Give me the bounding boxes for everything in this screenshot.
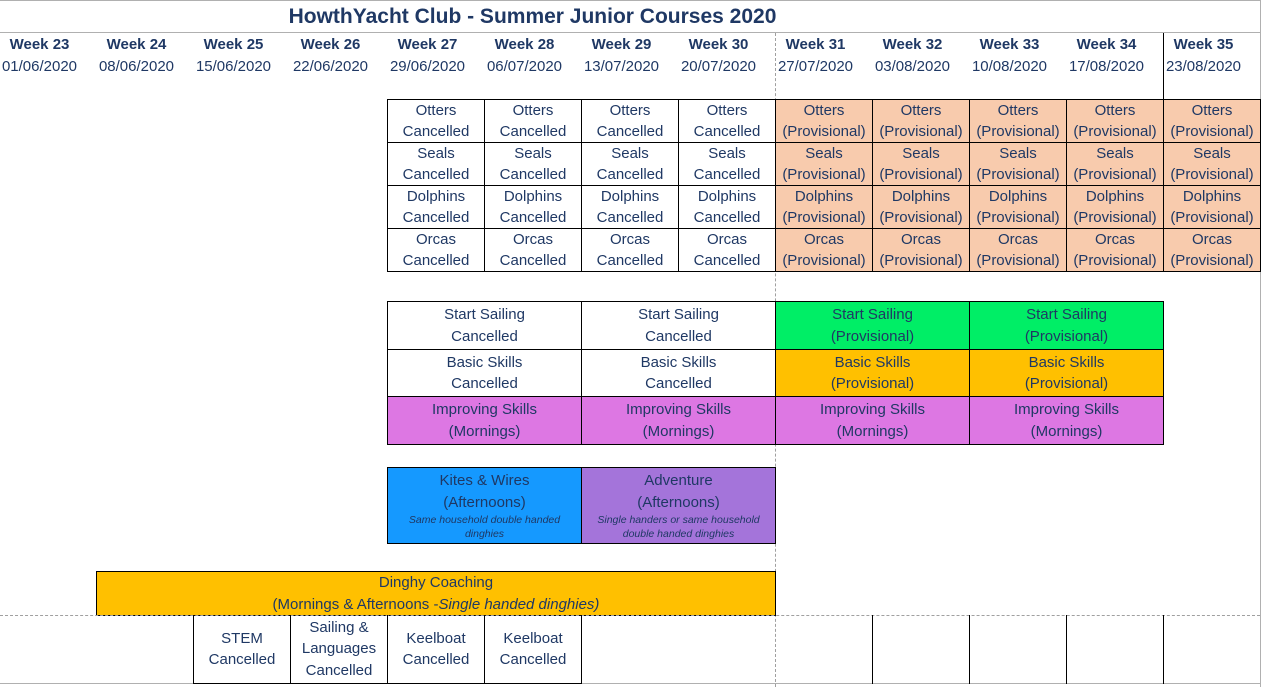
group-name: Orcas xyxy=(900,230,941,248)
course-name: Keelboat xyxy=(406,629,466,647)
group-name: Seals xyxy=(417,144,455,162)
group-name: Dolphins xyxy=(1085,187,1145,205)
week-number: Week 33 xyxy=(979,36,1040,53)
group-name: Otters xyxy=(415,101,457,119)
group-name: Seals xyxy=(1193,144,1231,162)
group-status: (Provisional) xyxy=(1073,209,1157,226)
junior-course-cell[interactable] xyxy=(678,228,776,272)
course-status: Cancelled xyxy=(451,375,518,392)
group-status: (Provisional) xyxy=(782,166,866,183)
basic-skills-provisional-1[interactable] xyxy=(775,349,970,397)
course-name: Improving Skills xyxy=(819,401,926,418)
junior-course-cell[interactable] xyxy=(775,228,873,272)
junior-course-cell[interactable] xyxy=(775,99,873,143)
group-name: Dolphins xyxy=(600,187,660,205)
course-name-line1: Sailing & xyxy=(309,618,369,636)
week-header xyxy=(670,34,767,78)
start-sailing-provisional-1[interactable] xyxy=(775,301,970,350)
week-header xyxy=(476,34,573,78)
course-detail-italic: Single handed dinghies) xyxy=(438,595,600,613)
group-status: (Provisional) xyxy=(1170,252,1254,269)
group-name: Orcas xyxy=(706,230,747,248)
week-header xyxy=(864,34,961,78)
title-underline xyxy=(0,32,1260,33)
group-name: Dolphins xyxy=(1182,187,1242,205)
junior-course-cell[interactable] xyxy=(484,99,582,143)
group-status: (Provisional) xyxy=(976,209,1060,226)
junior-course-cell[interactable] xyxy=(678,142,776,186)
course-time: (Mornings) xyxy=(448,422,521,440)
course-name: STEM xyxy=(221,629,263,647)
course-status: Cancelled xyxy=(499,651,567,668)
group-name: Otters xyxy=(512,101,554,119)
basic-skills-cancelled-2[interactable] xyxy=(581,349,776,397)
course-name: Adventure xyxy=(644,472,713,489)
group-status: (Provisional) xyxy=(879,123,963,140)
improving-skills-1[interactable] xyxy=(387,396,582,445)
week-number: Week 25 xyxy=(203,36,264,53)
week-date: 22/06/2020 xyxy=(292,58,369,75)
course-status: Cancelled xyxy=(402,651,470,668)
week-header xyxy=(185,34,282,78)
group-name: Orcas xyxy=(512,230,553,248)
course-time: (Mornings) xyxy=(1030,422,1103,440)
course-name: Improving Skills xyxy=(431,401,538,418)
week-date: 03/08/2020 xyxy=(874,58,951,75)
junior-course-cell[interactable] xyxy=(484,228,582,272)
group-status: Cancelled xyxy=(693,166,761,183)
bottom-section-divider xyxy=(0,615,1260,616)
group-name: Orcas xyxy=(997,230,1038,248)
group-status: Cancelled xyxy=(693,252,761,269)
week-date: 27/07/2020 xyxy=(777,58,854,75)
group-name: Otters xyxy=(900,101,942,119)
improving-skills-4[interactable] xyxy=(969,396,1164,445)
course-status: Cancelled xyxy=(305,661,373,679)
junior-course-cell[interactable] xyxy=(969,142,1067,186)
course-name: Basic Skills xyxy=(446,353,523,371)
group-status: Cancelled xyxy=(402,252,470,269)
week-date: 29/06/2020 xyxy=(389,58,466,75)
course-name: Basic Skills xyxy=(834,353,911,371)
course-time: (Afternoons) xyxy=(443,493,526,511)
group-status: Cancelled xyxy=(402,209,470,226)
week-number: Week 30 xyxy=(688,36,749,53)
course-name: Kites & Wires xyxy=(439,472,530,489)
group-status: Cancelled xyxy=(499,166,567,183)
junior-course-cell[interactable] xyxy=(484,185,582,229)
junior-course-cell[interactable] xyxy=(1163,99,1261,143)
group-status: Cancelled xyxy=(402,166,470,183)
junior-course-cell[interactable] xyxy=(969,99,1067,143)
week-header xyxy=(767,34,864,78)
group-status: (Provisional) xyxy=(782,252,866,269)
kites-wires-course[interactable] xyxy=(387,467,582,544)
adventure-course[interactable] xyxy=(581,467,776,544)
group-name: Seals xyxy=(999,144,1037,162)
week-date: 06/07/2020 xyxy=(486,58,563,75)
group-status: (Provisional) xyxy=(879,209,963,226)
page-title: HowthYacht Club - Summer Junior Courses 2020 xyxy=(288,5,777,28)
junior-course-cell[interactable] xyxy=(581,228,679,272)
junior-course-cell[interactable] xyxy=(387,142,485,186)
junior-course-cell[interactable] xyxy=(969,185,1067,229)
start-sailing-provisional-2[interactable] xyxy=(969,301,1164,350)
group-name: Otters xyxy=(1094,101,1136,119)
course-status: (Provisional) xyxy=(1024,375,1109,392)
junior-course-cell[interactable] xyxy=(581,185,679,229)
course-name: Start Sailing xyxy=(1026,306,1107,323)
week-header xyxy=(1155,34,1252,78)
group-status: (Provisional) xyxy=(782,209,866,226)
week-date: 17/08/2020 xyxy=(1068,58,1145,75)
week-header xyxy=(88,34,185,78)
group-name: Orcas xyxy=(1191,230,1232,248)
group-status: (Provisional) xyxy=(1073,166,1157,183)
group-name: Otters xyxy=(803,101,845,119)
junior-course-cell[interactable] xyxy=(872,99,970,143)
junior-course-cell[interactable] xyxy=(678,99,776,143)
course-status: Cancelled xyxy=(645,327,712,345)
course-detail xyxy=(273,594,600,616)
empty-cell-wk34 xyxy=(1163,615,1164,684)
course-name: Start Sailing xyxy=(444,306,525,323)
week-date: 01/06/2020 xyxy=(1,58,78,75)
group-name: Otters xyxy=(1191,101,1233,119)
group-name: Seals xyxy=(902,144,940,162)
group-status: Cancelled xyxy=(499,209,567,226)
week-number: Week 32 xyxy=(882,36,943,53)
week-date: 20/07/2020 xyxy=(680,58,757,75)
junior-course-cell[interactable] xyxy=(872,228,970,272)
course-time: (Afternoons) xyxy=(637,493,720,511)
junior-course-cell[interactable] xyxy=(1163,228,1261,272)
group-status: (Provisional) xyxy=(976,166,1060,183)
group-status: (Provisional) xyxy=(1170,209,1254,226)
week-number: Week 24 xyxy=(106,36,167,53)
junior-course-cell[interactable] xyxy=(581,142,679,186)
course-note: Same household double handed dinghies xyxy=(408,514,561,540)
junior-course-cell[interactable] xyxy=(581,99,679,143)
junior-course-cell[interactable] xyxy=(775,185,873,229)
group-name: Dolphins xyxy=(794,187,854,205)
group-status: (Provisional) xyxy=(1170,123,1254,140)
week-number: Week 27 xyxy=(397,36,458,53)
junior-course-cell[interactable] xyxy=(678,185,776,229)
basic-skills-provisional-2[interactable] xyxy=(969,349,1164,397)
week-header xyxy=(573,34,670,78)
group-name: Orcas xyxy=(1094,230,1135,248)
course-name: Dinghy Coaching xyxy=(378,574,494,591)
week-number: Week 31 xyxy=(785,36,846,53)
week-number: Week 29 xyxy=(591,36,652,53)
week-header xyxy=(379,34,476,78)
group-name: Seals xyxy=(611,144,649,162)
week-number: Week 35 xyxy=(1173,36,1234,53)
keelboat-course-2[interactable] xyxy=(484,615,582,684)
sailing-languages-course[interactable] xyxy=(290,615,388,684)
start-sailing-cancelled-1[interactable] xyxy=(387,301,582,350)
group-status: (Provisional) xyxy=(879,252,963,269)
course-status: Cancelled xyxy=(451,327,518,345)
week-header xyxy=(282,34,379,78)
group-status: Cancelled xyxy=(596,209,664,226)
keelboat-course-1[interactable] xyxy=(387,615,485,684)
course-time: (Mornings) xyxy=(836,422,909,440)
junior-course-cell[interactable] xyxy=(484,142,582,186)
course-name-line2: Languages xyxy=(301,640,377,658)
group-name: Otters xyxy=(706,101,748,119)
week-number: Week 23 xyxy=(9,36,70,53)
group-status: Cancelled xyxy=(693,123,761,140)
group-name: Dolphins xyxy=(891,187,951,205)
junior-course-cell[interactable] xyxy=(969,228,1067,272)
week-header xyxy=(1058,34,1155,78)
group-name: Dolphins xyxy=(697,187,757,205)
group-status: (Provisional) xyxy=(1073,252,1157,269)
junior-course-cell[interactable] xyxy=(387,185,485,229)
course-status: Cancelled xyxy=(645,375,712,392)
group-name: Seals xyxy=(708,144,746,162)
week-date: 08/06/2020 xyxy=(98,58,175,75)
week-number: Week 28 xyxy=(494,36,555,53)
group-status: Cancelled xyxy=(499,123,567,140)
junior-course-cell[interactable] xyxy=(1163,185,1261,229)
junior-course-cell[interactable] xyxy=(1066,228,1164,272)
junior-course-cell[interactable] xyxy=(387,228,485,272)
group-name: Seals xyxy=(1096,144,1134,162)
course-name: Start Sailing xyxy=(638,306,719,323)
week-date: 10/08/2020 xyxy=(971,58,1048,75)
course-name: Keelboat xyxy=(503,629,563,647)
group-name: Dolphins xyxy=(503,187,563,205)
group-name: Dolphins xyxy=(406,187,466,205)
group-name: Otters xyxy=(997,101,1039,119)
group-status: Cancelled xyxy=(596,252,664,269)
course-status: (Provisional) xyxy=(830,375,915,392)
course-time: (Mornings) xyxy=(642,422,715,440)
empty-cell-wk31 xyxy=(872,615,873,684)
week-date: 23/08/2020 xyxy=(1165,58,1242,75)
junior-course-cell[interactable] xyxy=(1066,185,1164,229)
course-note: Single handers or same household double handed dinghies xyxy=(597,514,760,540)
group-status: (Provisional) xyxy=(976,123,1060,140)
junior-course-cell[interactable] xyxy=(872,142,970,186)
empty-cell-wk29 xyxy=(581,615,582,684)
week-number: Week 26 xyxy=(300,36,361,53)
group-status: Cancelled xyxy=(693,209,761,226)
improving-skills-3[interactable] xyxy=(775,396,970,445)
course-status: (Provisional) xyxy=(830,327,915,345)
group-status: (Provisional) xyxy=(1073,123,1157,140)
group-name: Seals xyxy=(514,144,552,162)
week-date: 15/06/2020 xyxy=(195,58,272,75)
course-name: Improving Skills xyxy=(1013,401,1120,418)
junior-course-cell[interactable] xyxy=(775,142,873,186)
week-number: Week 34 xyxy=(1076,36,1137,53)
junior-course-cell[interactable] xyxy=(387,99,485,143)
improving-skills-2[interactable] xyxy=(581,396,776,445)
course-status: Cancelled xyxy=(208,651,276,668)
group-status: (Provisional) xyxy=(1170,166,1254,183)
week-header xyxy=(0,34,88,78)
course-name: Start Sailing xyxy=(832,306,913,323)
dinghy-coaching-course[interactable] xyxy=(96,571,776,616)
junior-course-cell[interactable] xyxy=(1163,142,1261,186)
top-border xyxy=(0,0,1260,1)
course-name: Improving Skills xyxy=(625,401,732,418)
group-status: (Provisional) xyxy=(782,123,866,140)
week-header xyxy=(961,34,1058,78)
course-name: Basic Skills xyxy=(640,353,717,371)
group-status: (Provisional) xyxy=(879,166,963,183)
bottom-border xyxy=(0,683,1260,684)
group-name: Orcas xyxy=(415,230,456,248)
junior-course-cell[interactable] xyxy=(872,185,970,229)
group-status: Cancelled xyxy=(402,123,470,140)
group-name: Seals xyxy=(805,144,843,162)
group-status: Cancelled xyxy=(596,166,664,183)
basic-skills-cancelled-1[interactable] xyxy=(387,349,582,397)
course-detail-prefix: (Mornings & Afternoons - xyxy=(272,595,439,613)
course-name: Basic Skills xyxy=(1028,353,1105,371)
group-name: Dolphins xyxy=(988,187,1048,205)
group-status: Cancelled xyxy=(596,123,664,140)
stem-course[interactable] xyxy=(193,615,291,684)
start-sailing-cancelled-2[interactable] xyxy=(581,301,776,350)
empty-cell-wk32 xyxy=(969,615,970,684)
junior-course-cell[interactable] xyxy=(1066,99,1164,143)
group-status: (Provisional) xyxy=(976,252,1060,269)
group-name: Otters xyxy=(609,101,651,119)
course-status: (Provisional) xyxy=(1024,327,1109,345)
group-status: Cancelled xyxy=(499,252,567,269)
group-name: Orcas xyxy=(609,230,650,248)
empty-cell-wk33 xyxy=(1066,615,1067,684)
group-name: Orcas xyxy=(803,230,844,248)
week-date: 13/07/2020 xyxy=(583,58,660,75)
junior-course-cell[interactable] xyxy=(1066,142,1164,186)
